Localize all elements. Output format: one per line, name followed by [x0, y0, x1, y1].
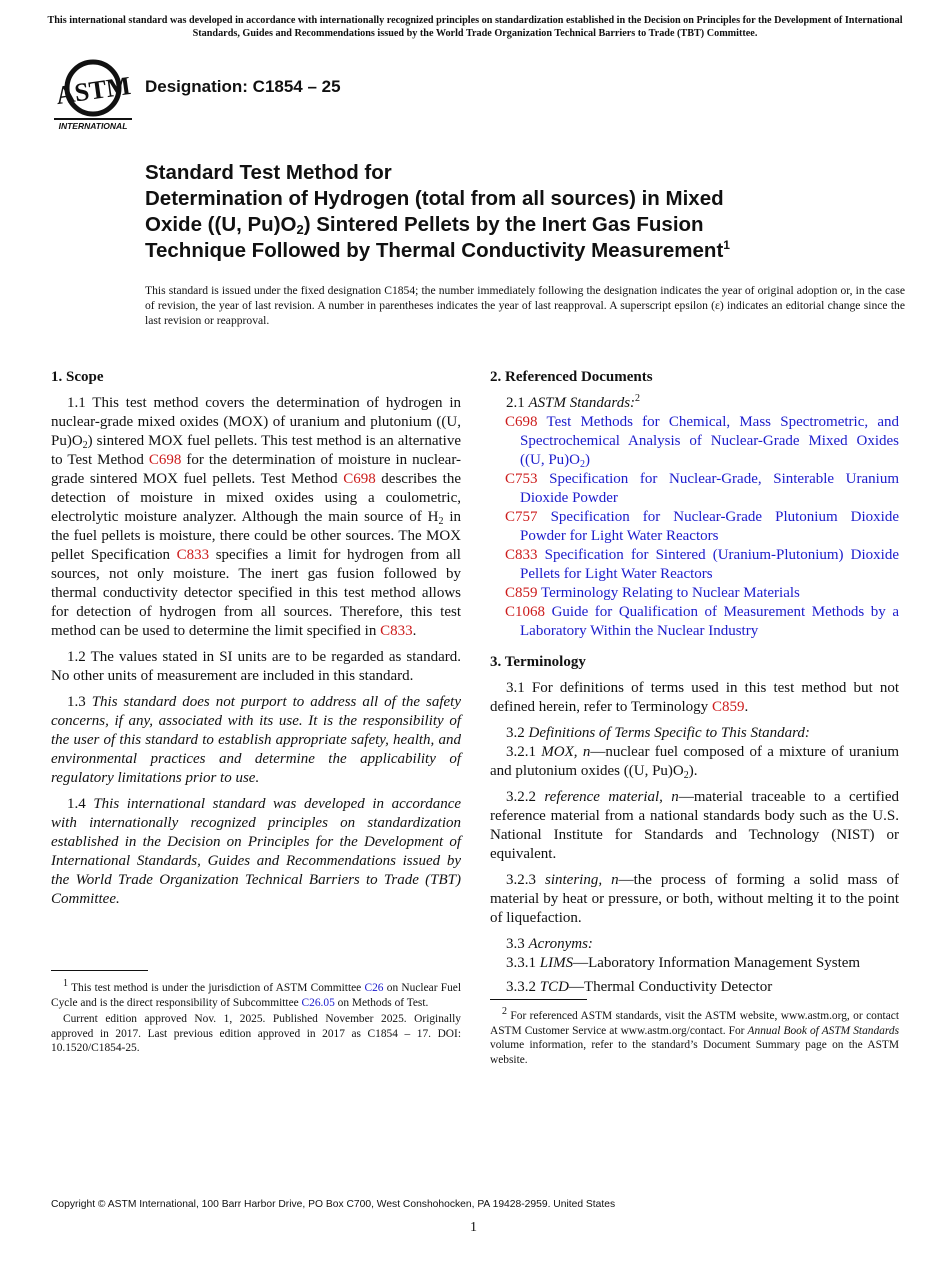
- reference-item[interactable]: C833 Specification for Sintered (Uranium-Plutonium) Dioxide Pellets for Light Water Reactors: [505, 547, 900, 582]
- paragraph-3-1: 3.1 For definitions of terms used in this test method but not defined herein, refer to Terminology C859.: [490, 680, 899, 715]
- link-c833[interactable]: C833: [380, 623, 413, 639]
- footnote-rule: [51, 970, 148, 971]
- footnote-ref-1: 1: [723, 238, 730, 253]
- paragraph-3-3: 3.3 Acronyms:: [506, 936, 593, 952]
- footnote-rule: [490, 999, 587, 1000]
- reference-list: [490, 413, 899, 641]
- paragraph-1-4: 1.4 This international standard was developed in accordance with internationally recognized principles on standardization established in the Decision on Principles for the Development of International Standards, Guides and Recommendations issued by the World Trade Organization Technical Barriers to Trade (TBT) Committee.: [51, 796, 462, 907]
- right-column: [490, 368, 899, 1004]
- designation: Designation: C1854 – 25: [145, 77, 341, 96]
- paragraph-3-2-3: 3.2.3 sintering, n—the process of forming a solid mass of material by heat or pressure, or both, without melting it to the point of liquefaction.: [490, 872, 899, 926]
- reference-item[interactable]: C859 Terminology Relating to Nuclear Materials: [505, 585, 800, 601]
- footnote-2: $^2$ For referenced ASTM standards, visit the ASTM website, www.astm.org, or contact ASTM Customer Service at www.astm.org/contact. For Annual Book of ASTM Standards volume information, refer to the standard’s Document Summary page on the ASTM website.: [490, 1006, 900, 1066]
- astm-logo: [52, 56, 134, 132]
- document-title: Standard Test Method for Determination of Hydrogen (total from all sources) in Mixed Oxide ((U, $Pu)O_2$) Sintered Pellets by the Inert Gas Fusion Technique Followed by Thermal Conductivity Measurement$^1$: [145, 161, 730, 262]
- link-c26-05[interactable]: C26.05: [301, 996, 335, 1009]
- link-c698[interactable]: C698: [148, 452, 182, 468]
- paragraph-3-3-2: 3.3.2 TCD—Thermal Conductivity Detector: [506, 979, 773, 995]
- paragraph-3-2: 3.2 Definitions of Terms Specific to This Standard:: [506, 725, 810, 741]
- paragraph-3-2-1: 3.2.1 MOX, n—nuclear fuel composed of a mixture of uranium and plutonium oxides ((U, $Pu)O_2$).: [490, 744, 899, 781]
- section-heading-scope: 1. Scope: [51, 369, 104, 385]
- footnote-1: $^1$ This test method is under the jurisdiction of ASTM Committee C26 on Nuclear Fuel Cycle and is the direct responsibility of Subcommittee C26.05 on Methods of Test. Current edition approved Nov. 1, 2025. Published November 2025. Originally approved in 2017. Last previous edition approved in 2017 as C1854 – 17. DOI: 10.1520/C1854-25.: [51, 978, 462, 1054]
- svg-text:ASTM: ASTM: [54, 70, 133, 111]
- page-number: 1: [470, 1220, 477, 1235]
- link-c698[interactable]: C698: [343, 471, 376, 487]
- paragraph-2-1: 2.1 ASTM Standards:$^2$: [506, 393, 641, 411]
- reference-item[interactable]: C698 Test Methods for Chemical, Mass Spectrometric, and Spectrochemical Analysis of Nuclear-Grade Mixed Oxides ((U, $Pu)O_2$): [505, 414, 899, 470]
- paragraph-3-2-2: 3.2.2 reference material, n—material traceable to a certified reference material from a national standards body such as the U.S. National Institute for Standards and Technology (NIST) or equivalent.: [490, 789, 899, 862]
- paragraph-1-2: 1.2 The values stated in SI units are to be regarded as standard. No other units of measurement are included in this standard.: [51, 649, 461, 684]
- section-heading-referenced-documents: 2. Referenced Documents: [490, 369, 653, 385]
- paragraph-1-1: 1.1 This test method covers the determination of hydrogen in nuclear-grade mixed oxides (MOX) of uranium and plutonium ((U, $Pu)O_2$) sintered MOX fuel pellets. This test method is an alternative to Test Method C698 for the determination of moisture in nuclear-grade sintered MOX fuel pellets. Test Method C698 describes the detection of moisture in mixed oxides using a coulometric, electrolytic moisture analyzer. Although the main source of $H_2$ in the fuel pellets is moisture, there could be other sources. The MOX pellet Specification C833 specifies a limit for hydrogen from all sources, not only moisture. The inert gas fusion followed by thermal conductivity detector specified in this test method allows for detection of hydrogen from all sources. Therefore, this test method can be used to determine the limit specified in C833.: [51, 395, 462, 639]
- link-c859[interactable]: C859: [711, 699, 745, 715]
- tbt-notice: This international standard was developed in accordance with internationally recognized principles on standardization established in the Decision on Principles for the Development of International Standards, Guides and Recommendations issued by the World Trade Organization Technical Barriers to Trade (TBT) Committee.: [47, 15, 903, 39]
- paragraph-1-3: 1.3 This standard does not purport to address all of the safety concerns, if any, associated with its use. It is the responsibility of the user of this standard to establish appropriate safety, health, and environmental practices and determine the applicability of regulatory limitations prior to use.: [51, 694, 462, 786]
- link-c833[interactable]: C833: [176, 547, 210, 563]
- reference-item[interactable]: C1068 Guide for Qualification of Measurement Methods by a Laboratory Within the Nuclear Industry: [505, 604, 900, 639]
- section-heading-terminology: 3. Terminology: [490, 654, 586, 670]
- paragraph-3-3-1: 3.3.1 LIMS—Laboratory Information Management System: [506, 955, 861, 971]
- svg-text:INTERNATIONAL: INTERNATIONAL: [58, 121, 128, 131]
- reference-item[interactable]: C757 Specification for Nuclear-Grade Plutonium Dioxide Powder for Light Water Reactors: [505, 509, 899, 544]
- edition-note: Current edition approved Nov. 1, 2025. Published November 2025. Originally approved in 2017. Last previous edition approved in 2017 as C1854 – 17. DOI: 10.1520/C1854-25.: [51, 1013, 461, 1054]
- link-c26[interactable]: C26: [364, 982, 384, 994]
- copyright: Copyright © ASTM International, 100 Barr Harbor Drive, PO Box C700, West Conshohocken, PA 19428-2959. United States: [51, 1199, 616, 1210]
- left-column: [51, 368, 461, 916]
- preamble: This standard is issued under the fixed designation C1854; the number immediately following the designation indicates the year of original adoption or, in the case of revision, the year of last revision. A number in parentheses indicates the year of last reapproval. A superscript epsilon (ε) indicates an editorial change since the last revision or reapproval.: [145, 284, 905, 327]
- reference-item[interactable]: C753 Specification for Nuclear-Grade, Sinterable Uranium Dioxide Powder: [505, 471, 899, 506]
